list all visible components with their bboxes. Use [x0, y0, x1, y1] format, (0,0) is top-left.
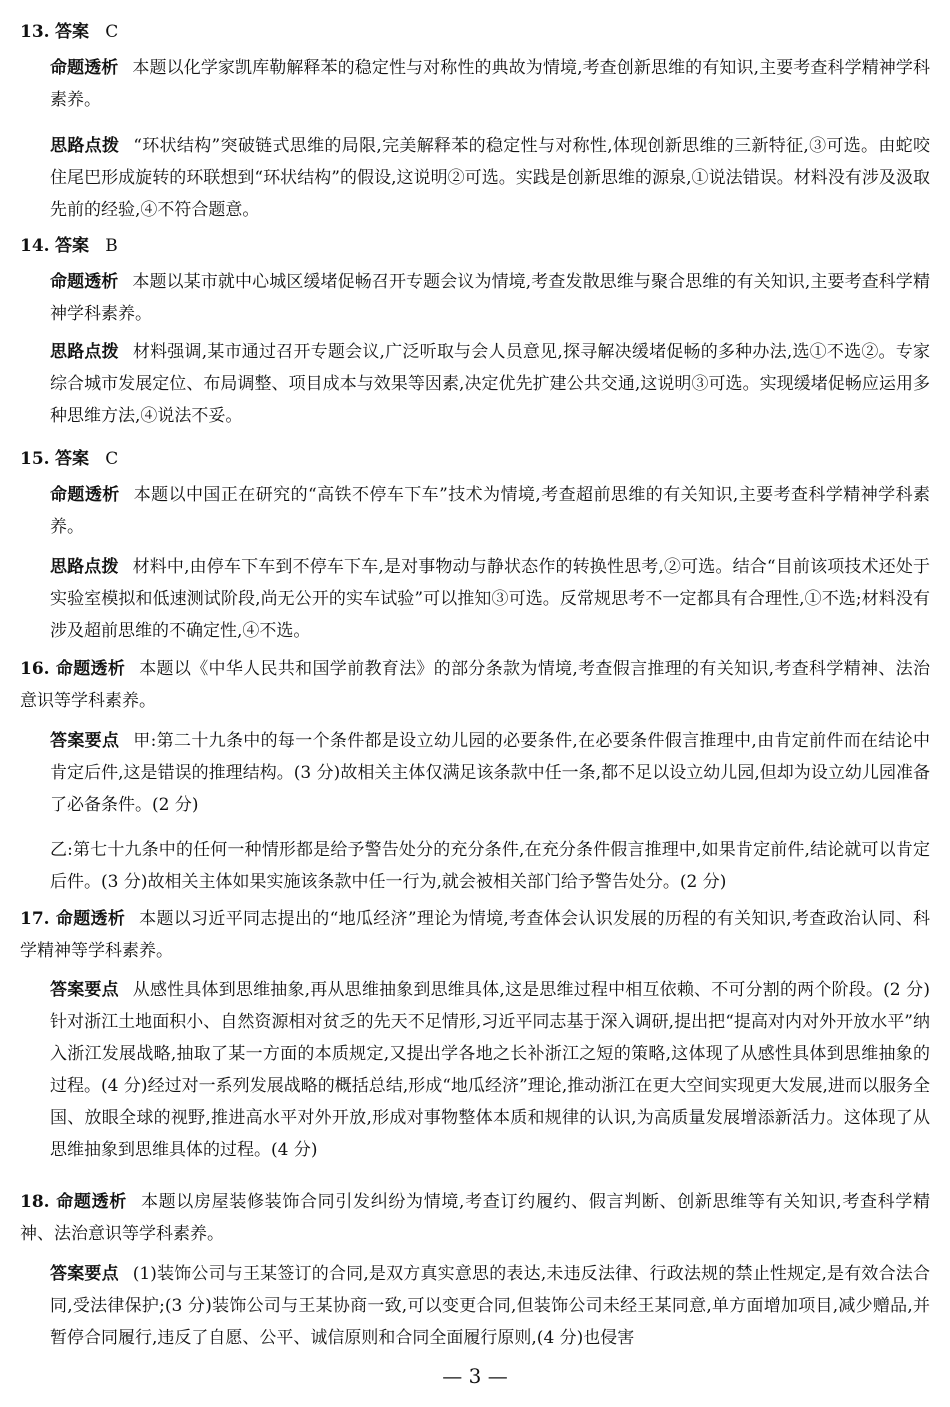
q14-answer-label: 答案 [54, 236, 89, 256]
q14-analysis-text: 材料强调,某市通过召开专题会议,广泛听取与会人员意见,探寻解决缓堵促畅的多种办法,选①不选②。专家综合城市发展定位、布局调整、项目成本与效果等因素,决定优先扩建公共交通,这说明③可选。实现缓堵促畅应运用多种思维方法,④说法不妥。 [50, 342, 930, 426]
q15-answer-label: 答案 [54, 449, 89, 469]
q15-answer-line [20, 447, 932, 472]
q14-number: 14. [20, 236, 50, 256]
q16-number: 16. [20, 659, 50, 679]
q16-key-a-text: 甲:第二十九条中的每一个条件都是设立幼儿园的必要条件,在必要条件假言推理中,由肯定前件而在结论中肯定后件,这是错误的推理结构。(3 分)故相关主体仅满足该条款中任一条,都不足以设立幼儿园,但却为设立幼儿园准备了必备条件。(2 分) [50, 731, 930, 815]
q14-intent [50, 266, 930, 330]
q15-analysis-label: 思路点拨 [50, 557, 119, 577]
q18-intent-label: 命题透析 [55, 1192, 127, 1212]
q13-analysis-text: “环状结构”突破链式思维的局限,完美解释苯的稳定性与对称性,体现创新思维的三新特征,③可选。由蛇咬住尾巴形成旋转的环联想到“环状结构”的假设,这说明②可选。实践是创新思维的源泉,①说法错误。材料没有涉及汲取先前的经验,④不符合题意。 [50, 136, 931, 220]
q14-answer-line [20, 234, 932, 259]
q17-key-text: 从感性具体到思维抽象,再从思维抽象到思维具体,这是思维过程中相互依赖、不可分割的两个阶段。(2 分)针对浙江土地面积小、自然资源相对贫乏的先天不足情形,习近平同志基于深入调研,提出把“提高对内对外开放水平”纳入浙江发展战略,抽取了某一方面的本质规定,又提出学各地之长补浙江之短的策略,这体现了从感性具体到思维抽象的过程。(4 分)经过对一系列发展战略的概括总结,形成“地瓜经济”理论,推动浙江在更大空间实现更大发展,进而以服务全国、放眼全球的视野,推进高水平对外开放,形成对事物整体本质和规律的认识,为高质量发展增添新活力。这体现了从思维抽象到思维具体的过程。(4 分) [50, 980, 930, 1160]
q16-key-label: 答案要点 [50, 731, 120, 751]
q15-analysis-text: 材料中,由停车下车到不停车下车,是对事物动与静状态作的转换性思考,②可选。结合“目前该项技术还处于实验室模拟和低速测试阶段,尚无公开的实车试验”可以推知③可选。反常规思考不一定都具有合理性,①不选;材料没有涉及超前思维的不确定性,④不选。 [50, 557, 930, 641]
q13-analysis [50, 130, 930, 226]
q14-intent-label: 命题透析 [50, 272, 119, 292]
q17-number: 17. [20, 909, 50, 929]
q18-key-label: 答案要点 [50, 1264, 119, 1284]
q14-answer: B [105, 236, 118, 256]
q18-intent [20, 1186, 930, 1250]
q13-answer: C [105, 22, 119, 42]
q17-intent-text: 本题以习近平同志提出的“地瓜经济”理论为情境,考查体会认识发展的历程的有关知识,考查政治认同、科学精神等学科素养。 [20, 909, 931, 961]
q13-answer-label: 答案 [54, 22, 89, 42]
q14-analysis [50, 336, 930, 432]
q13-answer-line [20, 20, 932, 45]
q13-analysis-label: 思路点拨 [50, 136, 120, 156]
q17-key [50, 974, 930, 1166]
q14-intent-text: 本题以某市就中心城区缓堵促畅召开专题会议为情境,考查发散思维与聚合思维的有关知识,主要考查科学精神学科素养。 [50, 272, 931, 324]
q16-intent-label: 命题透析 [55, 659, 126, 679]
q18-key-text: (1)装饰公司与王某签订的合同,是双方真实意思的表达,未违反法律、行政法规的禁止性规定,是有效合法合同,受法律保护;(3 分)装饰公司与王某协商一致,可以变更合同,但装饰公司未经王某同意,单方面增加项目,减少赠品,并暂停合同履行,违反了自愿、公平、诚信原则和合同全面履行原则,(4 分)也侵害 [50, 1264, 930, 1348]
q15-intent-text: 本题以中国正在研究的“高铁不停车下车”技术为情境,考查超前思维的有关知识,主要考查科学精神学科素养。 [50, 485, 931, 537]
q13-intent-label: 命题透析 [50, 58, 119, 78]
q17-key-label: 答案要点 [50, 980, 119, 1000]
q16-key-b-text: 乙:第七十九条中的任何一种情形都是给予警告处分的充分条件,在充分条件假言推理中,如果肯定前件,结论就可以肯定后件。(3 分)故相关主体如果实施该条款中任一行为,就会被相关部门给予警告处分。(2 分) [50, 840, 930, 892]
q15-intent-label: 命题透析 [50, 485, 120, 505]
page-number: — 3 — [442, 1364, 508, 1388]
q15-intent [50, 479, 930, 543]
q16-intent [20, 653, 930, 717]
q18-key [50, 1258, 930, 1354]
q17-intent [20, 903, 930, 967]
q16-key-b [50, 834, 930, 898]
q16-intent-text: 本题以《中华人民共和国学前教育法》的部分条款为情境,考查假言推理的有关知识,考查科学精神、法治意识等学科素养。 [20, 659, 931, 711]
q15-number: 15. [20, 449, 50, 469]
q18-intent-text: 本题以房屋装修装饰合同引发纠纷为情境,考查订约履约、假言判断、创新思维等有关知识,考查科学精神、法治意识等学科素养。 [20, 1192, 931, 1244]
q14-analysis-label: 思路点拨 [50, 342, 119, 362]
q13-number: 13. [20, 22, 50, 42]
q13-intent [50, 52, 930, 116]
q18-number: 18. [20, 1192, 50, 1212]
q16-key-a [50, 725, 930, 821]
q13-intent-text: 本题以化学家凯库勒解释苯的稳定性与对称性的典故为情境,考查创新思维的有知识,主要考查科学精神学科素养。 [50, 58, 931, 110]
q15-answer: C [105, 449, 119, 469]
q17-intent-label: 命题透析 [55, 909, 126, 929]
q15-analysis [50, 551, 930, 647]
